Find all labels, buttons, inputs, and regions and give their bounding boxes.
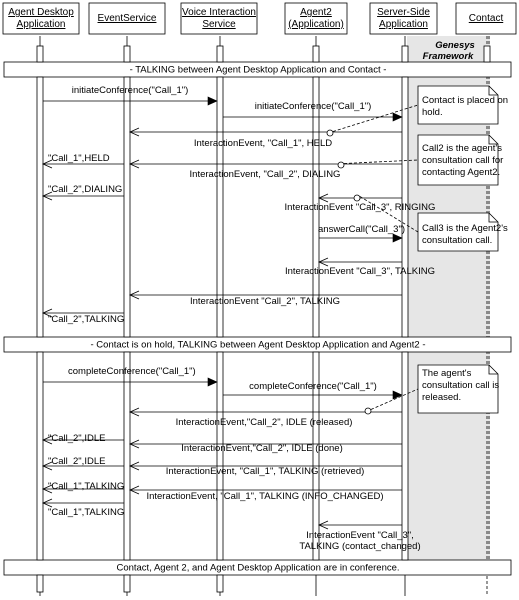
message-label: InteractionEvent "Call_3", TALKING	[284, 266, 436, 277]
note-text: consultation call for	[422, 155, 504, 166]
activation-box	[124, 575, 130, 592]
participant-label: Service	[202, 19, 236, 30]
activation-box	[37, 352, 43, 560]
note-text: consultation call is	[422, 380, 500, 391]
arrowhead	[393, 113, 402, 121]
note-anchor	[327, 130, 333, 136]
note-text: Call2 is the agent's	[422, 143, 502, 154]
message-label: initiateConference("Call_1")	[254, 101, 372, 112]
note-anchor	[338, 162, 344, 168]
phase-banner-label: - TALKING between Agent Desktop Application and Contact -	[129, 64, 387, 76]
note-text: consultation call.	[422, 235, 493, 246]
message-label: answerCall("Call_3")	[318, 224, 405, 235]
message-label: initiateConference("Call_1")	[71, 85, 189, 96]
phase-banner-label: Contact, Agent 2, and Agent Desktop Application are in conference.	[116, 562, 400, 574]
activation-box	[217, 46, 223, 62]
participant-label: Agent2	[300, 7, 332, 18]
message-label: InteractionEvent,"Call_2", IDLE (done)	[181, 443, 343, 454]
participant-label: Agent Desktop	[8, 7, 74, 18]
message-label: TALKING (contact_changed)	[299, 541, 421, 552]
activation-box	[37, 46, 43, 62]
phase-banner-label: - Contact is on hold, TALKING between Agent Desktop Application and Agent2 -	[90, 339, 426, 351]
message-label: InteractionEvent, "Call_1", TALKING (retrieved)	[165, 466, 365, 477]
activation-box	[402, 46, 408, 62]
message-label: "Call_1",TALKING	[48, 507, 125, 518]
participant-label: EventService	[97, 13, 157, 24]
message-label: completeConference("Call_1")	[68, 366, 196, 377]
message-label: InteractionEvent "Call_2", TALKING	[189, 296, 341, 307]
activation-box	[124, 46, 130, 62]
message-label: InteractionEvent "Call_3",	[306, 530, 414, 541]
activation-box	[124, 352, 130, 560]
note-anchor	[365, 408, 371, 414]
message-label: InteractionEvent,"Call_2", IDLE (released)	[175, 417, 353, 428]
participant-label: Application	[379, 19, 428, 30]
note-text: Call3 is the Agent2's	[422, 223, 508, 234]
note-text: released.	[422, 392, 462, 403]
message-label: "Call_2",IDLE	[48, 456, 106, 467]
arrowhead	[393, 234, 402, 242]
activation-box	[402, 352, 408, 560]
activation-box	[37, 77, 43, 337]
message-label: "Call_2",IDLE	[48, 433, 106, 444]
activation-box	[217, 575, 223, 592]
participant-label: Contact	[468, 13, 504, 24]
message-label: "Call_1",TALKING	[48, 481, 125, 492]
message-label: InteractionEvent "Call_3", RINGING	[284, 202, 436, 213]
participant-label: Voice Interaction	[182, 7, 256, 18]
note-text: The agent's	[422, 368, 472, 379]
message-label: InteractionEvent, "Call_1", TALKING (INFO_CHANGED)	[146, 491, 384, 502]
activation-box	[484, 46, 490, 62]
framework-label: Genesys	[435, 40, 475, 51]
message-label: "Call_2",DIALING	[48, 184, 123, 195]
message-label: completeConference("Call_1")	[249, 381, 377, 392]
activation-box	[124, 77, 130, 337]
message-label: "Call_2",TALKING	[48, 314, 125, 325]
activation-box	[313, 46, 319, 62]
arrowhead	[208, 97, 217, 105]
note-anchor	[354, 195, 360, 201]
note-text: hold.	[422, 107, 443, 118]
participant-label: Application	[16, 19, 66, 30]
arrowhead	[393, 391, 402, 399]
framework-label: Framework	[422, 51, 474, 62]
participant-label: Server-Side	[377, 7, 430, 18]
activation-box	[37, 575, 43, 592]
activation-box	[217, 352, 223, 560]
message-label: "Call_1",HELD	[48, 153, 110, 164]
arrowhead	[208, 378, 217, 386]
participant-label: (Application)	[288, 19, 344, 30]
note-text: Contact is placed on	[422, 95, 509, 106]
note-text: contacting Agent2.	[422, 167, 501, 178]
message-label: InteractionEvent, "Call_1", HELD	[193, 138, 333, 149]
message-label: InteractionEvent, "Call_2", DIALING	[189, 169, 341, 180]
